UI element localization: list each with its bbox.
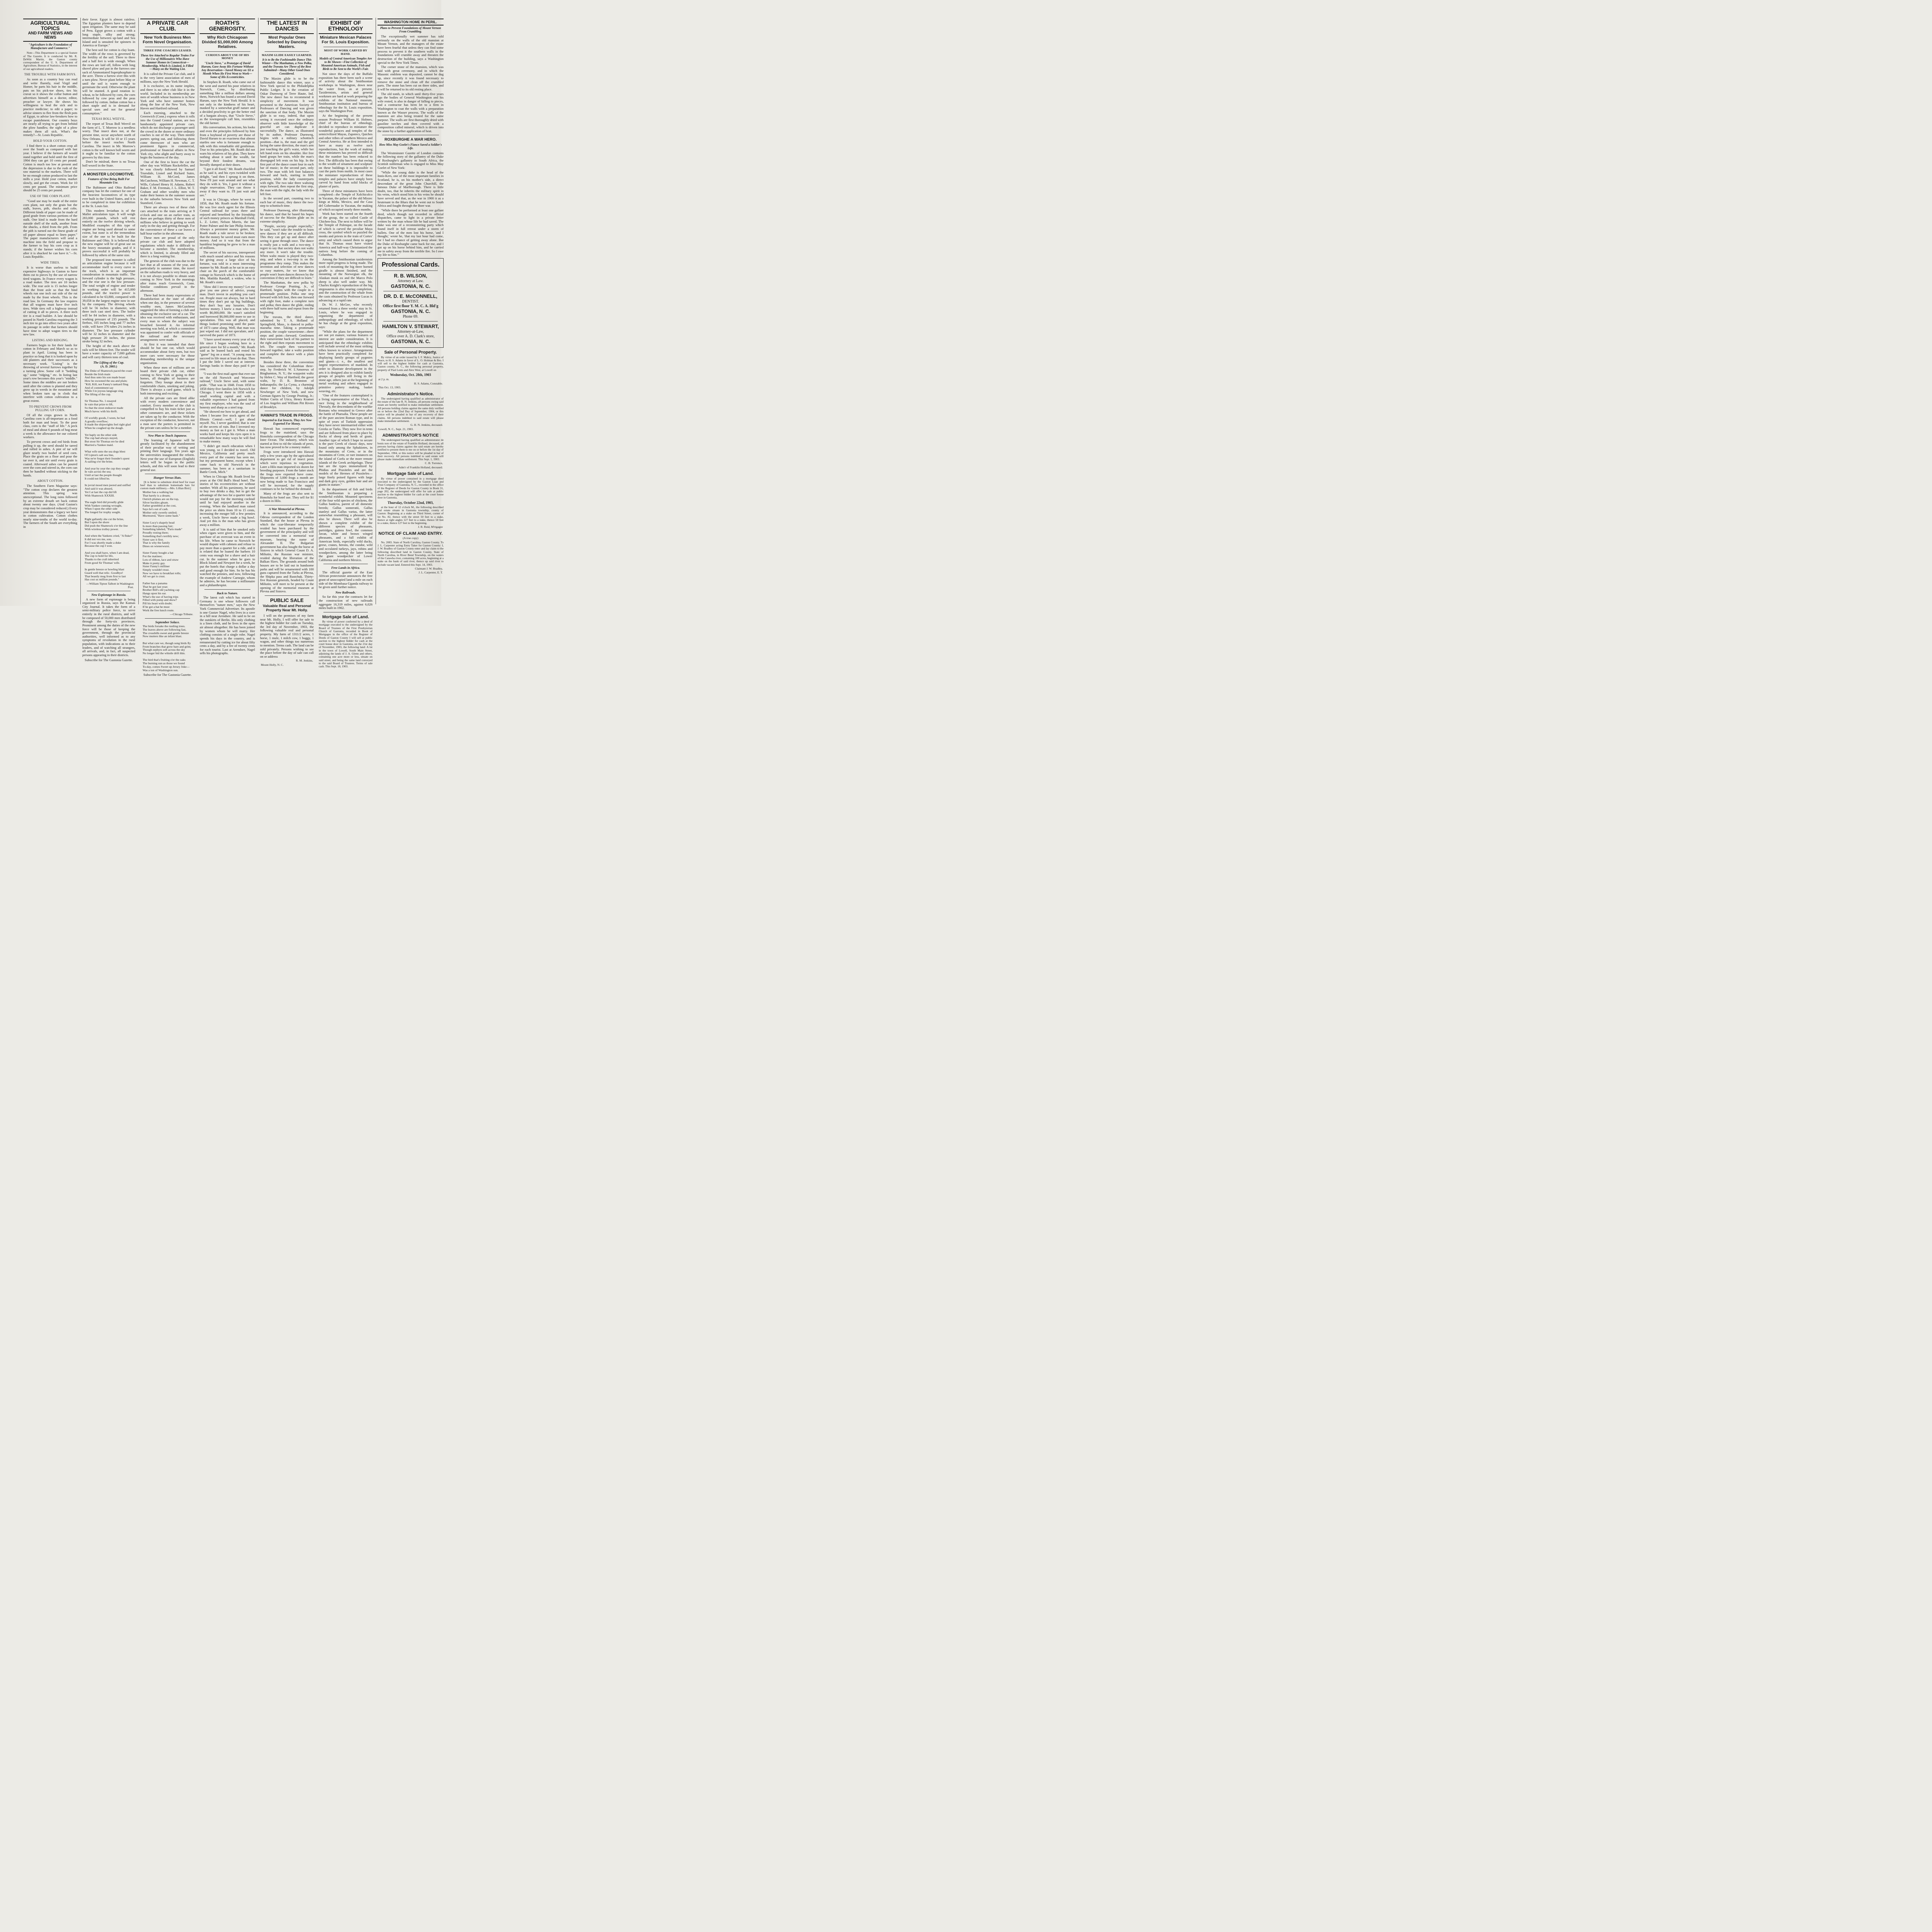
section-title: A MONSTER LOCOMOTIVE. (83, 172, 134, 177)
notice-headline: NOTICE OF CLAIM AND ENTRY. (378, 531, 443, 536)
divider (265, 51, 309, 52)
paragraph: It is said of him that he smoked only when cigars were given to him, and the purchase of an overcoat was an event in his life. When he came to Norwich he would dispute with cabmen and refuse to pay more than a quarter for a ride, and it is related that he loaned the barbers 10 cents was enough for a shave and a hair cut. In the summer when he goes to Block Island and Newport for a week, he put the hotels that charge a dollar a day and good enough for him. So he has his watched the pennies, and now, following the example of Andrew Carnegie, whom he admires, he has become a millionaire and a philanthropist. (200, 527, 255, 587)
roath-deck: Why Rich Chicagoan Divided $1,000,000 Among Relatives. (202, 35, 253, 49)
paragraph: Many of the frogs are also sent to Honolulu for hotel use. They sell for $1 a dozen in Hilo. (260, 491, 314, 503)
paragraph: I will on the premises of my farm near Mt. Holly, I will offer for sale to the highest bidder for cash on Tuesday, the 3rd day of November, 1903, the following valuable real and personal property. My farm of 1311/2 acres, 1 horse, 1 mule, 1 milch cow, 1 buggy, 1 wagon, and other things too numerous to mention. Terms cash. The land can be sold privately. Persons wishing to see the place before the day of sale can call on or address (260, 613, 314, 658)
divider (265, 595, 309, 596)
paragraph: Frogs were introduced into Hawaii only a few years ago by the agricultural department to get rid of insect pests which were injurious to vegetation. Later a Hilo man imported six dozen for breeding purposes. From the latter stock the frogs now exported have come. Shipments of 3,000 frogs a month are now being made to San Francisco and will be increased, for the supply continues to be far behind the demand. (260, 450, 314, 491)
card-title: Attorney at Law. (397, 279, 424, 283)
paragraph: their favor. Egypt is almost rainless. The Egyptian planters have to depend upon irrigation. The same may be said of Peru. Egypt grows a cotton with a long staple, silky and strong; intermediate between up-land and Sea Island and is unsuited for spinners in America or Europe." (82, 17, 135, 48)
section-title: TO PREVENT CROWS FROM PULLING UP CORN. (29, 405, 71, 412)
card-address: Office first floor Y. M. C. A. Bld'g (383, 304, 439, 309)
washington-deck: Plans to Prevent Foundations of Mount Vernon From Crumbling. (380, 26, 441, 34)
section-title: New Espionage in Russia. (91, 593, 126, 597)
paragraph: The learning of Japanese will be greatly facilitated by the abandonment of their peculiar way of writing and printing their language. Ten years ago the universities inaugurated the reform. Next year the use of European (English) letters will be begun in the public schools, and this will soon lead to their general use. (140, 438, 195, 472)
column-roath (198, 18, 257, 655)
paragraph: The undersigned having qualified as administrator of the estate of the late R. N. Jenkins, all persons owing said estate are hereby notified to make immediate settlement. All persons holding claims against the same duly verified on or before the 22nd Day of September, 1904, or this notice will be pleaded in bar of any recovery of their claims. All persons indebted to said estate will please make immediate settlement. (378, 396, 444, 423)
paragraph: "While there he performed at least one gallant deed, which though not recorded in official dispatches, came to light in a private letter written by the man whose life he had saved. The duke was one of a reconnoitering party which found itself in full retreat under a storm of bullets. One of the men lost his horse, 'and I thought,' wrote he, 'that my last hour had come, for I had no chance of getting away alone. But the Duke of Roxburghe came back for me, and I got up on his horse behind him, and he carried me in safety away from the terrible fire. So I owe my life to him.'" (378, 208, 444, 257)
poem-attribution: —William Tipton Talbott in Washington Post. (86, 582, 134, 589)
paragraph: The travata, the third dance, submitted by T. A. Holland of Springfield, Mass., is danced to polka-mazurka time. Taking a promenade position, the couple varsovienne—three steps and point—forward. Gentlemen then varsovienne back of his partner to the right and then repeats movement to left. The couple then varsovienne forward together, take a waltz position and complete the dance with a plain mazurka. (260, 315, 314, 360)
dances-subdeck: MAXIM GLIDE EASILY LEARNED. (262, 53, 312, 57)
card-place: GASTONIA, N. C. (391, 309, 430, 315)
signature: G. H. N. Jenkins, deceased. (410, 423, 443, 427)
agricultural-subtitle: AND FARM VIEWS AND NEWS (28, 31, 73, 40)
card-name: HAMILTON V. STEWART, (382, 323, 439, 329)
paragraph: "I got it all fixed," Mr. Roath chuckled as he said it, and his eyes twinkled with delight, "and then I sprung it on them. Now I'll just wait around and see what they do with it. Yes, I gave it without a single reservation. They can throw it away if they want to. I'll just wait and see." (200, 167, 255, 197)
paragraph: "Good use may be made of the entire corn plant, not only the grain but the stalk, leaves, pith, shucks and cobs. Different kinds of paper can be made of good grade from various portions of the stalk. One kind is made from the hard outside shell of the stalk, another from the shucks, a third from the pith. From the pith is turned out the finest grade of oil paper almost equal to linen paper." The paper manufacturers will send a machine into the field and propose to the farmer to buy his corn crop as it stands; if the farmer wishes his corn after it is shucked he can have it."—St. Louis Republic. (23, 199, 77, 259)
paragraph: It is exclusive, as its name implies, and there is no other club like it in the world. Included in its membership are men of wealth whose business is in New York and who have summer homes along the line of the New York, New Haven and Hartford railroad. (140, 84, 195, 111)
paragraph: "How did I invest my money? Let me give you one piece of advice, young man. Don't invest in anything you can't eat. People must eat always, but in hard times they don't put up big buildings, they don't buy any luxuries. Don't borrow money. I knew a man who was worth $6,000,000. He wasn't satisfied and borrowed $6,000,000 more to use in speculation. This was all placed, and things looked promising until the panic of 1873 came along. Well, that man was just wiped out. I did not speculate, and I survived the panic of 1873. (200, 284, 255, 337)
subscribe-ad: Subscribe for The Gastonia Gazette. (143, 673, 192, 677)
ethnology-summary: Models of Central American Temples Are to Be Shown—Fine Collection of Mounted American Animals, Fish and Birds to Be Sent to the World's Fair. (319, 57, 372, 71)
notice-headline: Administrator's Notice. (387, 391, 434, 396)
professional-cards-headline: Professional Cards. (381, 261, 440, 269)
paragraph: When in Chicago Mr. Roath lived for years at the Old Bull's Head hotel. The stories of his eccentricities are without number. With all his parsimony, he used to buy two drinks a day, but to get the advantage of the two for a quarter rate he would not pay for the morning cocktail until he had enjoyed another in the evening. When the landlord man raised the price on shirts from 10 to 15 cents, increasing the meager bill a few pennies a week, Uncle Steve made a big howl. And yet this is the man who has given away a million. (200, 474, 255, 527)
roath-subdeck: CURIOUS ABOUT USE OF HIS MONEY (206, 53, 249, 60)
paragraph: In Stephen B. Roath, who came out of the west and started his poor relatives in Norwich, Conn., by distributing something like a million dollars among them, Norwich has found a second David Harum, says the New York Herald. It is not only in the kindness of his heart, masked by a somewhat gruff nature and a decided proclivity to get the better end of a bargain always, that "Uncle Steve," as the townspeople call him, resembles the old farmer. (200, 80, 255, 125)
paragraph: At the beginning of the present season Professor William H. Holmes, chief of the bureau of ethnology, decided to reproduce in miniature the wonderful palaces and temples of the semicivilized Mayas, Zapotecs, Quiches and other tribes of southern Mexico and Central America. He at first intended to have as many as twelve such reproductions, but the work of making these miniatures has proved so difficult that the number has been reduced to five. The difficulty has been that owing to the wealth of ornament and sculpture on these buildings it is impossible to cast the parts from molds. In most cases the miniature reproductions of these temples and palaces have simply been carved by hand from solid blocks of plaster of paris. (319, 114, 372, 188)
paragraph: The report of Texas Boll Weevil on the farm of L. T. Morrow is a needless worry. That insect does not, at the present time, occur anywhere north of New Orleans. It will be 10 or 15 years before the insect reaches North Carolina. The insect in Mr. Morrow's cotton is the well known boll worm and it ought to be familiar to the cotton growers by this time. (82, 122, 135, 159)
paragraph: The secret of his success, interspersed with much sound advice and his reasons for giving away a large slice of his fortune, was told in a most interesting manner by Mr. Roath as he sat in an easy chair on the porch of the comfortable cottage in Norwich which is the home of Mrs. Matilda Randall, a widow, who is Mr. Roath's sister. (200, 250, 255, 284)
section-title: WIDE TIRES. (40, 260, 60, 264)
card-name: R. B. WILSON, (394, 273, 427, 279)
paragraph: There are always two of these club cars attached to the train arriving at 9 o'clock and one on an earlier train, as there are perhaps thirty of these men of millions who believe in getting to work early in the day and getting through. For the convenience of these a car leaves a half hour earlier in the afternoon. (140, 205, 195, 235)
paragraph: "I was the first mail agent that ever ran on the old Norwich and Worcester railroad," Uncle Steve said, with some pride. "That was in 1848. From 1858 to 1858 thirty-five families left Norwich for Chicago. I went there in 1858 with a small working capital and with a valuable experience I had gained from my first employer, who was the soul of honesty and sharp as a steel trap. (200, 372, 255, 409)
paragraph: "While the plans for the department are not yet mature, various features of interest are under consideration. It is anticipated that the ethnologic exhibits will include several of the most striking tribes known to science. Arrangements have been practically completed for displaying family groups of pygmies and giants—i. e., the smallest and largest representatives of mankind. In order to illustrate development in the arts it is designed also to exhibit family groups of peoples still living in the stone age, others just at the beginning of metal working and others engaged in primitive pottery making, basket weaving, etc. (319, 329, 372, 393)
private-car-headline: A PRIVATE CAR CLUB. (140, 19, 195, 34)
notice-date: Thursday, October 22nd, 1903, (388, 500, 434, 505)
divider (383, 270, 438, 271)
section-title: New Plan to Teach Japanese. (148, 434, 187, 438)
paragraph: By virtue of power conferred by a deed of mortgage executed to the undersigned by the Board of Trustees of the First Presbyterian Church of Gastonia, recorded in Book of Mortgages in the office of the Register of Deeds of Gaston County I will sell at public auction to the highest bidder for cash at the court house door in Gastonia, on the 21st day of November, 1903, the following land: A lot in the town of Lowell, South Main Street, adjoining the lands of J. A. Glenn and others, containing one acre more or less, situate on said street, and being the same land conveyed to the said Board of Trustees. Terms of sale cash. This Sept. 18, 1903. (319, 620, 372, 668)
paragraph: In the second part, counting two to each bar of music, they dance the two-step to schottisch time. (260, 196, 314, 208)
paragraph: "I didn't get much education when I was young, so I decided to travel. Old Mexico, California and pretty much every part of the country has seen me, but my permanent home, except when I come back to old Norwich in the summer, has been at a sanitarium in Battle Creek, Mich." (200, 444, 255, 474)
paragraph: "While the young duke is the head of the Innis-Kers, one of the most important families in Scotland, he is, on his mother's side, a direct descendant of the great John Churchill, the famous Duke of Marlborough. There is little doubt, too, that he inherits the military spirit in his veins, which stood him in his veins he should have served and that, as the war in 1900 it as a lieutenant in the Blues that he went out to South Africa and fought through the Boer war. (378, 170, 444, 208)
signature-title: J. L. Carpenter, E. T. (418, 571, 443, 575)
paragraph: The height of the stack above the rails will be fifteen feet. The tender will have a water capacity of 7,000 gallons and will carry thirteen tons of coal. (82, 344, 135, 359)
paragraph: Three of these miniatures have been completed—the Temple of Xolchicolco in Yucatan, the palace of the old Mixtec kings at Mitla, Mexico, and the Casa del Gobernador in Yucatan, the making of which occupied nearly three months. (319, 189, 372, 211)
paragraph: The Westminster Gazette of London contains the following story of the gallantry of the Duke of Roxburghe's gallantry in South Africa, the Scottish nobleman who is engaged to Miss May Goelet of New York: (378, 151, 444, 170)
section-title: THE TROUBLE WITH FARM BOYS. (24, 72, 77, 76)
divider (204, 51, 250, 52)
paragraph: Hawaii has commenced exporting frogs to the mainland, says the Honolulu correspondent of the Chicago Inter Ocean. The industry, which was started at first to rid the islands of pests, has now proved to be a money maker. (260, 427, 314, 449)
column-dances (258, 18, 315, 667)
paragraph: Dr. W. J. McGee, who recently returned from a three weeks' stay in St. Louis, where he was engaged in organizing the department of anthropology and ethnology, of which he has charge at the great exposition, says: (319, 303, 372, 329)
column-washington-cards (376, 18, 445, 604)
paragraph: Besides these three, the convention has considered the Columbian three-step, by Frederick W. L'Amoreux of Binghamton, N. Y.; the waypoint waltz by Helen C. Way of Hartford; the gavot waltz, by D. R. Bronston of Indianapolis; the La Cyma, a charming dance for children, by Adolph Newberger of New York, and new German figures by George Prutting, Jr.; Walter Curtis of Utica, Henry Kramer of Los Angeles and William Pitt Rivers of Brooklyn. (260, 360, 314, 409)
paragraph: The official gazette of the East African protectorate announces the free grant of unoccupied land a mile on each side of the Mombasa-Uganda railway to be given until further notice. (319, 570, 372, 589)
paragraph: The latest cult which has started in Germany is one whose followers call themselves "nature men," says the New York Commercial Advertiser. Its apostle is one Gustav Nagel, who lives in a cave in a hill near Arendsee. He said to be on the outskirts of Berlin. His only clothing is a linen cloth, and he lives in the open air almost altogether. He has been joined by women whom he will marry. Her clothing consists of a single robe. Nagel spends his days in the country, and is remunerated by cutting ice for about fifty cents a day, and by a fee of twenty cents for each tourist. Last at Arendsee, Nagel sells his photographs. (200, 595, 255, 655)
paragraph: "One of the features contemplated is a living representative of the Vlack, a race living in the neighborhood of Thessaly, the descendants of the warlike Romans who remained in Greece after the battle of Pharsalia. These people are of the pure ancient Roman type, and in spite of years of Turkish oppression they have never intermarried either with Greeks or Turks. They now live in tents and are followed from place to place by flocks of sheep and herds of goats. Another type of which I hope to secure is the pure Greek of classic days, now found only among the Sphakiotes, in the mountains of Crete, or in the mountains of Crete, or rare instances on the island of Corfu or the more remote islands of the Greek archipelago. These last are the types immortalized by Phidias and Praxiteles and are the models of the Hermes of Praxiteles—large finely poised figures with large and dark grey eyes, golden hair and are giants in stature." (319, 393, 372, 487)
private-car-subdeck: THREE FINE COACHES LEASED. (143, 48, 192, 52)
section-title: New Railroads. (335, 590, 356, 594)
ethnology-subdeck: MOST OF WORK CARVED BY HAND. (324, 48, 367, 56)
paragraph: "He showed me how to get ahead, and when I became live stock agent of the Illinois Central—well, I got ahead myself. No, I never gambled; that is one of the secrets of ruin. But I invested my money as fast as I got it. When a man works hard and keeps his eyes open it is remarkable how many ways he will find to make money. (200, 410, 255, 444)
column-agricultural (22, 18, 79, 604)
paragraph: It was in Chicago, where he went in 1858, that Mr. Roath made his fortune. He was live stock agent for the Illinois Central railroad for years there and enjoyed and benefited by the friendship of such money princes as Marshall Field, L. Z. Leiter, Nelson Morris, the late Potter Palmer and the late Philip Armour. Always a persistent money getter, Mr. Roath made a rule never to be broken; that the money he saved must earn more money. And so it was that from the humblest beginning he grew to be a man of millions. (200, 197, 255, 250)
paragraph: In the department of fish and birds the Smithsonian is preparing a wonderful exhibit. Mounted specimens of the four wild species of chickens, the Gallus bankiva, parent of all domestic breeds; Gallus sonneratii, Gallus stanleyi and Gallus varius, the latter somewhat resembling a pheasant, will also be shown. There will also be shown a complete exhibit of the different species of pheasants, partridges, guinea fowl, the common Javan, white and brown winged pheasants, and a full exhibit of American birds, especially wild ducks, geese, cranes, herons, the condor, wild and occulated turkeys, jays, robins and woodpeckers, among the latter being the giant woodpecker of Lower California and northern Mexico. (319, 487, 372, 562)
paragraph: The best soil for cotton is clay loam. The width of the rows is governed by the fertility of the soil. Three to three and a half feet is wide enough. When the rows are laid off, follow with long shovel plow and put in the furrows one sack of Ammoniated Superphosphate to the acre. Throw a furrow over this with a turn plow. Never plant before May or until the soil is warm enough to germinate the seed. Otherwise the plant will be stunted. A good rotation is: wheat, to be followed by corn, the corn followed by cow peas and the peas followed by cotton. Indian cotton has a short staple and is in demand for special uses and not for general consumption." (82, 48, 135, 115)
paragraph: The Southern Farm Magazine says: "The cotton crop declares the greatest attention. This spring was unexceptional. The long rains followed by an extreme drouth set back cotton about twenty one days. (And Gaston's crop may be considered reduced.) Every year demonstrates that a legacy we have in cotton cultivation. Cotton clothes nearly nine-tenths of the world to-day. The farmers of the South are everything in (23, 484, 77, 529)
section-title: HAWAII'S TRADE IN FROGS. (260, 413, 313, 418)
column-two (80, 17, 137, 662)
paragraph: The undersigned having qualified as administrator de bonis non of the estate of Franklin Holland, deceased, all persons having claims against the said estate are hereby notified to present them to me on or before the 1st day of September, 1904, or this notice will be pleaded in bar of their recovery. All persons indebted to said estate will please make immediate settlement. This Sept. 1, 1903. (378, 438, 444, 461)
paragraph: At first it was intended that there should be but one car, which would accommodate about forty men, but two more cars were necessary for those demanding membership in the unique organization. (140, 342, 195, 365)
section-title: TEXAS BOLL WEEVIL. (92, 117, 126, 121)
paragraph: Each morning, attached to the Greenwich (Conn.) express when it rolls into the Grand Central station, are two handsomely appointed private cars, which do not discharge a passenger until the crowd in the dozen or more ordinary coaches is out of the way. Then nimble porters spring out, and following them come threescore of men who are prominent figures in commercial, professional or financial affairs in New York city, who alight and hurry away to begin the business of the day. (140, 111, 195, 160)
dances-summary: It is to Be the Fashionable Dance This Winter—The Manhattan, a New Polka, and the Travata Are Three of the Best Submitted—Many Other Good Ones Considered. (262, 58, 312, 76)
ethnology-deck: Miniature Mexican Palaces For St. Louis Exposition. (320, 35, 372, 45)
paragraph: When these men of millions are on board their private club car, either coming to New York or going to their homes, all thoughts of business are forgotten. They lounge about in their comfortable chairs, smoking and joking. There is always a card game, which is both interesting and exciting. (140, 365, 195, 395)
card-address: Office over A. D. Clark's store, (386, 334, 435, 338)
signature: J. R. Reid, M'rtgagee (418, 525, 443, 529)
card-phone: Phone 69. (403, 315, 418, 319)
paragraph: The proposed iron monster is called an articulation engine because it will accommodate itself to every curve in the track, which is an important consideration in mountain traffic. The forward cylinder is the high pressure, and the rear one is the low pressure. The total weight of engine and tender in working order will be 415,000 pounds, and the tractive power is calculated to be 63,800, compared with 39,058 in the largest engine now in use by the company. The driving wheels will be 56 inches in diameter, with three inch cast steel tires. The boiler will be 84 inches in diameter, with a working pressure of 235 pounds. The firebox, 105 inches long and 77 inches wide, will have 376 tubes 2¼ inches in diameter. The low pressure cylinder will be 32 inches in diameter and the high pressure 20 inches, the piston stroke being 32 inches. (82, 257, 135, 344)
paragraph: The genesis of the club was due to the fact that at all seasons of the year, and particularly in summer time, the travel on the suburban roads is very heavy, and it is not always possible to obtain seats coming to New York in the mornings after trains reach Greenwich, Conn. Similar conditions prevail in the afternoon. (140, 259, 195, 293)
notice-subtitle: (A true copy) (403, 536, 418, 540)
divider (145, 618, 190, 619)
signature: C. B. Torrence, (425, 461, 443, 465)
paragraph: His conversation, his actions, his looks and even the principles followed by him from a boyhood of poverty are those of David Harum to an exactness that almost startles one who is fortunate enough to talk with this remarkable old gentleman. True to his principles, Mr. Roath did not warn his relatives of his plan. They knew nothing about it until the wealth, far beyond their fondest dreams, was literally dumped at their doors. (200, 125, 255, 167)
paragraph: There had been many expressions of dissatisfaction at the state of affairs when one day, in the presence of several wealthy men, James McCutcheon suggested the idea of forming a club and obtaining the exclusive use of a car. The idea was received with enthusiasm, and every man to whom the subject was broached favored it. An informal meeting was held, at which a committee was appointed to confer with officials of the railroad and the necessary arrangements were made. (140, 293, 195, 342)
poem-body: Mother has a walking hat That barely is a dream; Ostrich plumes are on the top, Silver buckles gleam. Father grumbled at the cost, Says he's out of cash. Mother only sweetly smiled; Murmured, "Have some hash." Sister Lucy's shapely head Is more than passing fair; Something labeled, "Paris made" Proudly resting there; Something that's terribly new; Sister saw it first. That is why the family Dines on wienerwurst. Sister Fanny bought a hat For the matinee; Lots of ribbon, lace and straw Make it pretty gay. Sister Fanny's milliner Simply wouldn't trust. Now we have to breakfast rolls; All we get is crust. Father has a panama That he got last year; Brother Bill's old yachting cap Hangs upon his ear. What's the use of having trips Filled with pomp and show? Pill his heart with doubt; If he got a hat he must Work the free lunch route. (143, 490, 182, 612)
paragraph: To prevent crows and red birds from pulling it up, the seed should be tarred and rolled in ashes. A pint of tar will glaze nearly two bushel of seed corn. Place the grain on a floor and pour the tar over it, and stir until every grain is coated. Afterward ashes can be poured over the corn and stirred in, the corn can then be handled without sticking to the hands. (23, 439, 77, 477)
paragraph: The Maxim glide is to be the fashionable dance this winter, says a New York special to the Philadelphia Public Ledger. It is the creation of Oskar Duenweg of Terre Haute, Ind. The new dance has to recommend it simplicity of movement. It was presented to the American Society of Professors of Dancing and was given the sanction of that body. The Maxim glide is so easy, indeed, that upon seeing it executed once the ordinary observer with little knowledge of the graceful art can duplicate it successfully. The dance, as illustrated by its author, Professor Duenweg, begins with a military schottisch position—that is, the man and the girl facing the same direction, the man's arm just touching the girl's waist, while her left hand rests on his shoulder. Her free hand grasps her train, while the man's disengaged left rests on his hip. In the first part of the dance count four in each bar of music; in the second part, only two. The man with left foot balances forward and back, starting in fifth position, while the lady counterparts with right. The two take three waltzing steps forward, then repeat the first step, the man with the right, the lady with the left foot. (260, 77, 314, 196)
card-name: DR. D. E. McCONNELL, (384, 293, 437, 299)
section-subtitle: Imported to Eat Insects, They Are Now Exported For Money. (262, 418, 312, 426)
signature-date: Lowell, N. C., Sept. 21, 1903. (378, 427, 414, 431)
section-title: LISTING AND RIDGING. (32, 338, 68, 342)
card-title: DENTIST. (402, 299, 419, 304)
ethnology-headline: EXHIBIT OF ETHNOLOGY (319, 19, 372, 34)
card-title: Attorney-at-Law, (397, 329, 424, 334)
paragraph: It is worse than useless to build expensive highways in Gaston to have them cut to pieces by the use of narrow tired wagons. In France every wagon is a road maker. The tires are 10 inches wide. The rear axle is 15 inches longer than the front axle so that the hind wheels run one inch out side of the rut made by the front wheels. This is the road law. In Germany the law requires that all wagons must have five inch tires. Wide tires roll a highway instead of cutting it all to pieces. A three inch tire is a road builder. A law should be passed in North Carolina requiring the 3 inch tire to go into effect two years after its passage in order that farmers should have time to adopt wagon tires to the new law. (23, 265, 77, 337)
poem-body: The birds forsake the rustling trees. The leaves above are following fast, The crossbills sweet and gentle breeze Now mutters like an infant blast. But what care we, though song birds fly From branches that grow bare and grim; Though zephyrs soft across the sky No longer bid the whistle drift thin. The bird that's fruiting o'er the oaks The burning sun as those we found To-day, comes Sweet up Jersey Joke— Was a ton of Washington sun. (143, 624, 191, 672)
paragraph: No. 2083. State of North Carolina, Gaston County. To J. L. Carpenter acting Entry Taker for Gaston County: I, J. W. Bradley of Gaston County enter and lay claim to the following described land in Gaston County, State of North Carolina, in River Bend Township, on the waters of the Catawba river, containing 100 acres, beginning at a stake on the bank of said river, thence up said river to include vacant land. Entered this Sept. 14, 1903. (378, 540, 444, 566)
paragraph: All the private cars are fitted alike with every modern convenience and comfort. Every member of the club is compelled to buy his train ticket just as other commuters are, and these tickets are taken up by the conductor. With the exception of the conductor, however, not a man save the porters is permitted in the private cars unless he be a member. (140, 396, 195, 430)
public-sale-headline: PUBLIC SALE (270, 597, 304, 603)
paragraph: Work has been started on the fourth of the group, the so called Castle of Chichen-Itza. The next to follow will be the Temple of Palenque, on the facade of which is carved the peculiar Maya cross, the symbol which so puzzled the monks and priests in the train of Cortes' army and which caused them to argue that St. Thomas must have visited America and half-way Christianized the natives long before the coming of Columbus. (319, 212, 372, 257)
paragraph: Of all the crops grown in North Carolina corn is all-important as a food both for man and beast. To the poor class, corn is the "staff of life." A peck of meal and about 6 pounds of hog meat a week is the allowance for our colored workers. (23, 413, 77, 439)
section-subtitle: Features of One Being Built For Mountain Use. (88, 177, 130, 184)
paragraph: These men are proud of the only private car club and have adopted regulations which make it difficult to become a member. The membership, which is limited, is already filled and there is a long waiting list. (140, 236, 195, 259)
paragraph: It is called the Private Car club, and it is the very latest association of men of millions, says the New York Herald. (140, 72, 195, 83)
paragraph: One of the first to leave the car the other day was William Rockefeller, and he was closely followed by Samuel Truesdale, Lionel and Richard Sutro, William H. McCord, James McCutcheon, William H. Newman, C. T. Wills, Colonel Henry H. Adams, Robert Baker, F. M. Freeman, J. L. Elliot, W. T. Graham and other wealthy men who make their homes in the summer season in the suburbs between New York and Stamford, Conn. (140, 160, 195, 205)
paragraph: The Baltimore and Ohio Railroad company has let the contract for one of the heaviest locomotives of its type ever built in the United States, and it is to be completed in time for exhibition at the St. Louis fair. (82, 185, 135, 208)
paragraph: So far this year the contracts let for the construction of new railroads aggregate 16,319 miles, against 6,026 miles built in 1902. (319, 595, 372, 610)
signature-title: Adm'r of Franklin Holland, deceased. (398, 465, 443, 469)
notice-time: at 2 p. m. (378, 378, 389, 381)
paragraph: This modern leviathan is of the Mallet articulation type. It will weigh 283,000 pounds, which will rest entirely on the twelve driving wheels. Modified examples of this type of engine are being used abroad to some extent, but none is of the tremendous size of the one to be built for the Baltimore and Ohio. It is believed that the new engine will be of great use on the heavy mountain grades, and if it proves successful it will probably be followed by others of the same size. (82, 208, 135, 257)
section-title: A War Memorial at Plevna. (269, 507, 305, 511)
paragraph: The Manhattan, the new polka by Professor George Prutting, Jr., of Hartford, begins with the couple in a promenade position. Polka one step forward with left foot, then one forward with right foot, make a complete turn and polka; then dance the glide, ending with three half turns and repeat from the beginning. (260, 280, 314, 314)
notice-headline: Sale of Personal Property. (384, 350, 437, 355)
paragraph: Don't be mislead, there is no Texas boll weavil in the State. (82, 160, 135, 168)
section-title: HOLD YOUR COTTON. (33, 139, 67, 143)
poem-attribution: —Chicago Tribune. (170, 612, 193, 616)
paragraph: A new form of espionage is being organized in Russia, says the Kansas City Journal. It takes the form of a semi-military police force, to serve entirely in the rural districts, and will be composed of 50,000 men distributed through the forty-six provinces. Prominent among the duties of the new force will be those of keeping the government, through the provincial authorities, well informed as to any symptoms of revolution in the rural population, with indications as to their leaders, and of watching all strangers, all arrivals, and, in fact, all suspected persons appearing in their districts. (82, 597, 135, 657)
section-title: USE OF THE CORN PLANT. (30, 194, 71, 198)
poem-intro: [It is better to substitute dried beef for roast beef than to substitute homemade hats for custom made millinery.—Mrs. Lillian Bird.] (140, 480, 195, 490)
paragraph: The old tomb, in which until thirty-five years ago the bodies of General Washington and his wife rested, is also in danger of falling to pieces, and a contractor has been let to a firm in Washington to coat the walls with a preparation known as the Wasser process. The walls of the mansion are also being treated for the same purpose. The walls are first thoroughly dried with gasoline torches and then covered with a composition called mineral, which is driven into the stone by a further application of heat. (378, 92, 444, 133)
notice-headline: ADMINISTRATOR'S NOTICE (382, 433, 439, 438)
agricultural-headline (23, 19, 77, 42)
poem-title: The Lifting of the Cup. (93, 361, 124, 364)
notice-headline: Mortgage Sale of Land. (387, 471, 434, 476)
roath-headline: ROATH'S GENEROSITY. (200, 19, 255, 34)
paragraph: The corner stone of the mansion, which was laid with great ceremony, and in which the Masonic emblem was deposited, cannot be dug up, since recently it was found necessary to remove the stone and clean off the crumbled parts. The stone has been cut on three sides, and it will be returned to its old resting place. (378, 65, 444, 91)
paragraph: Farmers begin to list their lands for cotton in February and March so as to plant in April. Listing has been in practice so long that it is looked upon by old planters and their successors as a necessary work. "Listing" is the throwing of several furrows together by a turning plow. Some call it "bedding up," some "ridging," etc. In listing last year's row becomes this year's "middle." Some times the middles are not broken until after the cotton is planted and they grow up in weeds in the meantime and when broken turn up in clods that interfere with cotton cultivation to a great extent. (23, 343, 77, 403)
agricultural-title: AGRICULTURAL TOPICS (30, 20, 70, 32)
paragraph: Among the Smithsonian taxidermists more rapid progress is being made. The work of mounting the big three horned giraffe is almost finished, and the mounting of the Norwegian elk, the Alaskan musk ox and the Marco Polo sheep is also well under way. Mr. Charles Knight's reproduction of the big stegosaurus is also nearing completion, and the construction of the whale from the casts obtained by Professor Lucas is advancing at a rapid rate. (319, 257, 372, 302)
column-private-car-club (138, 18, 196, 677)
paragraph: at the hour of 12 o'clock M., the following described real estate situate in Gastonia township, county of Gaston: Beginning at a stake on Third Street, corner of lot No. 82, thence with the street 50 feet to a stake, thence at right angles 127 feet to a stake, thence 50 feet to a stake, thence 127 feet to the beginning. (378, 505, 444, 525)
poem-title: September Solace. (155, 620, 180, 624)
poem-subtitle: (A. D. 2003.) (100, 364, 117, 368)
dances-headline: THE LATEST IN DANCES (260, 19, 314, 34)
section-subtitle: How Miss May Goelet's Fiance Saved a Soldier's Life. (379, 143, 442, 150)
signature: R. M. Jenkins, (296, 659, 313, 663)
public-sale-subtitle: Valuable Real and Personal Property Near Mt. Holly. (263, 604, 311, 613)
newspaper-page (0, 0, 444, 677)
paragraph: "People, society people especially," he said, "won't take the trouble to learn new dances if they are at all difficult. This they can get up and dance after seeing it gone through once. The dance is really just a walk and a two-step. I regret to say that society does not waltz any more. It won't take the trouble. When waltz music is played they two-step, and when a two-step is on the programme they romp. This makes the invention and selection of new dances so easy matters, for we know that people won't learn dances thrown by the convention if they are difficult to learn." (260, 224, 314, 280)
signature-date: This Oct. 13, 1903. (378, 386, 401, 389)
section-title: Free Lands in Africa. (331, 566, 360, 570)
column-ethnology (317, 18, 374, 668)
agricultural-motto: "Agriculture is the Foundation of Manufacture and Commerce." (28, 43, 72, 50)
paragraph: It is announced, according to the Odessa correspondent of the London Standard, that the house at Plevna in which the czar-liberator temporarily resided has been purchased by the government of the principality and will be converted into a memorial war museum, bearing the name of Alexander II. The Bulgarian government has also bought the horse at Sistovo in which General Count D. A. Miliutin, the Russian war minister, resided during the liberation of the Balkan Slavs. The grounds around both houses are to be laid out in handsome parks and will be ornamented with 100 guns captured from the Turks at Plevna, the Shipka pass and Rustchuk. Thirty-five Russian generals, headed by Count Miliutin, will meet to be present at the opening of the memorial museum at Plevna and Sistovo. (260, 511, 314, 594)
department-note: Note—This Department is a special feature of The Gazette. It is conducted by Mr. R. DeWitt Martin, the Gaston county correspondent of the U. S. Department of Agriculture, Bureau of Statistics, in the interest of our agricultural readers. (23, 51, 77, 71)
section-title: ABOUT COTTON. (37, 479, 63, 483)
dances-deck: Most Popular Ones Selected by Dancing Masters. (267, 35, 307, 49)
paragraph: By virtue of an order issued by I. F. Mabry, Justice of Peace, to H. S. Adams in favor of L. O. Holman & Bro. I will sell to the highest bidder for cash at Gastonia, Gaston county, N. C., the following personal property, property of Paul Lents and Alex West, at Lowell on (378, 355, 444, 372)
paragraph: By virtue of power contained in a mortgage deed executed to the undersigned by the Gaston Loan and Trust Company of Gastonia, N. C., recorded in the office of the Register of Deeds for Gaston County in Book 31, page 202, the undersigned will offer for sale at public auction to the highest bidder for cash at the court house door in Gastonia, (378, 476, 444, 500)
private-car-deck: New York Business Men Form Novel Organisation. (143, 35, 192, 45)
signature: Claimant J. W. Bradley, (415, 566, 443, 570)
paragraph: As soon as a country boy can read and write fluently, read Virgil and Homer, he parts his hair in the middle, puts on his pick-toe shoes, ties his cravat so it shows the collar button and advertises himself as a doctor, editor, preacher or lawyer. He shows his willingness to heal the sick and to practice medicine; to edit a paper; to advise sinners to flee from the flesh pots of Egypt, to advise law-breakers how to escape punishment. Our country boys are nearly all trying to get from behind the plow handles; the sight of a plow makes them all sick. What's the remedy?—St. Louis Republic. (23, 77, 77, 137)
divider (204, 589, 250, 590)
paragraph: Professor Duenweg, after illustrating his dance, said that he based his hopes of success for the Maxim glide on its extreme simplicity. (260, 208, 314, 223)
card-place: GASTONIA, N. C. (391, 283, 430, 289)
mortgage-headline: Mortgage Sale of Land. (322, 614, 369, 619)
private-car-summary: These Are Attached to Regular Trains For the Use of Millionaires Who Have Summer Homes in Connecticut—Membership, Which Is Limited, is Filled—Many on the Waiting List. (140, 53, 195, 71)
professional-cards-box (378, 258, 444, 348)
poem-body: The Duke of Shamrock paced the coast Beside the Irish main And thus unto his son made boast How he swooned the sea and plain; "Kill, Kill, not Fanny's tankard fling And of contentment say While I in joyous language sing The lifting of the cup. Sir Thomas No. 1 essayed In vain that prize to lift, So that the stout endeavor made Much havoc with his thrift. Of worldly goods, I ween, he had A goodly overflow; It made the shipwrights feel right glad When he coughed up the dough. Yet haply on the other side The cup had always stayed, But stout Sir Thomas ere he died Married a Yankee maid. What wife unto the sea dogs blest Of Lipton's salt sea line, Was ne'er forgot their founder's quest A-sailing o'er the brine. And year by year the cup they sought In vain across the sea; Until at last the people thought It could not lifted be. In jovial mood men jeered and sniffed And said it was absurd, Yet I at last the cup did lift With Shamrock XXXIII. The eagle bird did proudly glide With Yankee cunning wrought, When I upon the other side The longed for trophy sought. Right gallantly she cut the brine, But I upon the shore Did push the Shamrock o'er the line With wireless trolley power. And when the Yankees cried, "A fluke!" It did not vex me, son, For I was shortly made a duke Because the cup I won. And you shall have, when I am dead, The cup to hold for life, Thanks to the craft inherited From good Sir Thomas' wife. In gentle breeze or howling blast Guard well that relic. Goodbye! That beastly mug from first to last Has cost us million pounds." (85, 369, 133, 582)
notice-date: Wednesday, Oct. 28th, 1903 (390, 372, 431, 377)
paragraph: Not since the days of the Buffalo exposition has there been such a scene of activity about the Smithsonian workshops in Washington, down near the water front, as at present. Taxidermists, artists and general workmen are hard at work preparing the exhibits of the National museum, Smithsonian institution and bureau of ethnology for the St. Louis exposition, says the Washington Post. (319, 72, 372, 113)
subscribe-ad: Subscribe for The Gastonia Gazette. (85, 658, 133, 662)
washington-headline: WASHINGTON HOME IN PERIL. (378, 19, 444, 26)
roath-summary: "Uncle Steve," a Prototype of David Harum, Gave Away His Fortune Without Any Reservation—Saved Money on \$1 a Month When He First Went to Work—Some of His Eccentricities. (201, 61, 254, 79)
paragraph: "I have saved money every year of my life since I began working here in a general store for $3 a month," Mr. Roath said as he leaned back and rested his "game" leg on a stool. "A young man to succeed in life must at least do that. Then I put the little I saved out at interest. Savings banks in those days paid 6 per cent. (200, 337, 255, 371)
poem-title: Hunger Versus Hats. (153, 476, 182, 480)
paragraph: I find there is a short cotton crop all over the South as compared with last year. I believe if the farmers all would stand together and hold until the first of 1904 they can get 10 cents per pound. Cotton is much too low at present and the depression is due to the rush of the raw material to the markets. There will be no enough cotton produced to last the mills a year. Hold your cotton, market slowly, and get the cream. Work for 10 cents per pound. The minimum price should be 25 cents per pound. (23, 143, 77, 192)
signature: H. S. Adams, Constable. (414, 381, 443, 385)
card-place: GASTONIA, N. C. (391, 339, 430, 345)
signature-place: Mount Holly, N. C. (261, 663, 284, 667)
section-title: ROXBURGHE A WAR HERO. (384, 138, 437, 142)
paragraph: The exceptionally wet summer has told seriously on the walls of the old mansion at Mount Vernon, and the managers of the estate have been fearful that unless they can find some process to prevent it the southern walls in the foundations will crumble away and threaten the destruction of the building, says a Washington special to the New York Times. (378, 34, 444, 65)
section-title: Back to Nature. (217, 591, 238, 595)
